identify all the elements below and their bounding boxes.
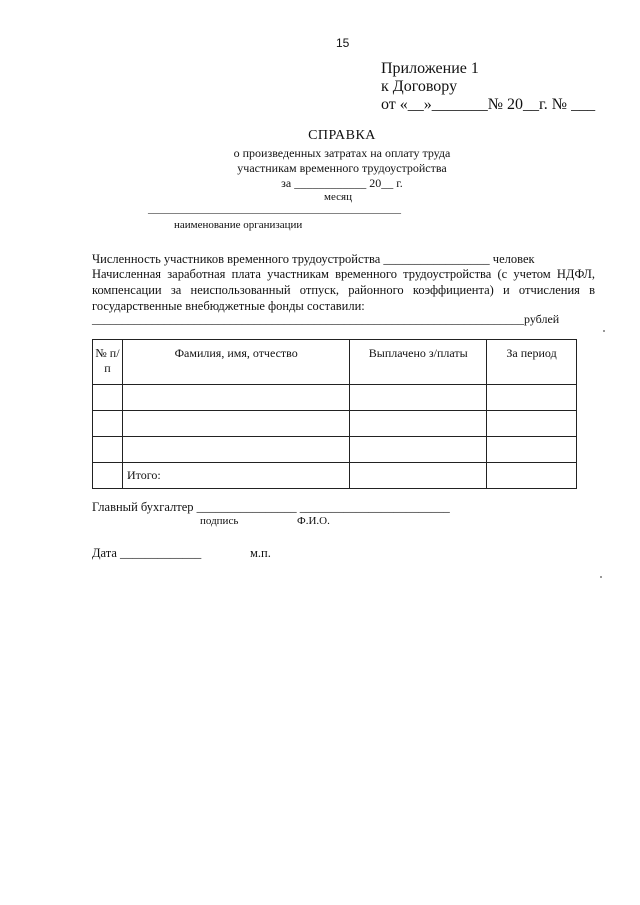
- title-subline-1: о произведенных затратах на оплату труда: [233, 146, 451, 160]
- table-cell[interactable]: [93, 411, 123, 437]
- document-title: СПРАВКА: [308, 128, 376, 143]
- organization-caption: наименование организации: [174, 219, 303, 231]
- date-line: Дата _____________: [92, 546, 202, 560]
- table-row: [93, 411, 577, 437]
- organization-line: ______________________________________________: [148, 203, 401, 215]
- table-header-row: [93, 340, 577, 385]
- table-cell[interactable]: [122, 385, 349, 411]
- payroll-table: [92, 339, 577, 489]
- table-cell[interactable]: [350, 437, 487, 463]
- total-paid-cell[interactable]: [350, 463, 487, 489]
- scan-speck: [600, 576, 602, 578]
- appendix-line-1: Приложение 1: [381, 60, 479, 77]
- table-cell[interactable]: [122, 437, 349, 463]
- table-cell[interactable]: [350, 411, 487, 437]
- table-cell[interactable]: [487, 411, 577, 437]
- chief-accountant-signature-line: Главный бухгалтер ________________ ________________________: [92, 500, 450, 514]
- header-paid: Выплачено з/платы: [350, 340, 487, 385]
- period-field: за ____________ 20__ г.: [281, 176, 403, 190]
- table-cell[interactable]: [350, 385, 487, 411]
- table-cell[interactable]: [93, 385, 123, 411]
- participants-count-line: Численность участников временного трудоустройства _________________ человек: [92, 252, 535, 266]
- total-label: Итого:: [122, 463, 349, 489]
- header-num: № п/п: [93, 340, 123, 385]
- table-cell[interactable]: [93, 463, 123, 489]
- table-cell[interactable]: [93, 437, 123, 463]
- table-row: [93, 437, 577, 463]
- table-cell[interactable]: [487, 385, 577, 411]
- header-name: Фамилия, имя, отчество: [122, 340, 349, 385]
- appendix-header: [381, 60, 595, 114]
- salary-paragraph: Начисленная заработная плата участникам временного трудоустройства (с учетом НДФЛ, компенсации за неиспользованный отпуск, районного коэффициента) и отчисления в государственные внебюджетные фонды составили:: [92, 267, 595, 313]
- table-cell[interactable]: [487, 437, 577, 463]
- table-row: [93, 385, 577, 411]
- stamp-place: м.п.: [250, 546, 271, 560]
- table-cell[interactable]: [122, 411, 349, 437]
- table-total-row: [93, 463, 577, 489]
- signature-caption: подпись: [200, 515, 239, 527]
- total-period-cell[interactable]: [487, 463, 577, 489]
- fio-caption: Ф.И.О.: [297, 515, 330, 527]
- amount-line: ________________________________________________________________________рублей: [92, 312, 560, 326]
- header-period: За период: [487, 340, 577, 385]
- scan-speck: [603, 330, 605, 332]
- page-number: 15: [336, 36, 350, 50]
- appendix-line-3: от «__»_______№ 20__г. № ___: [381, 96, 596, 113]
- period-caption: месяц: [324, 191, 352, 203]
- title-subline-2: участникам временного трудоустройства: [237, 161, 447, 175]
- appendix-line-2: к Договору: [381, 78, 458, 95]
